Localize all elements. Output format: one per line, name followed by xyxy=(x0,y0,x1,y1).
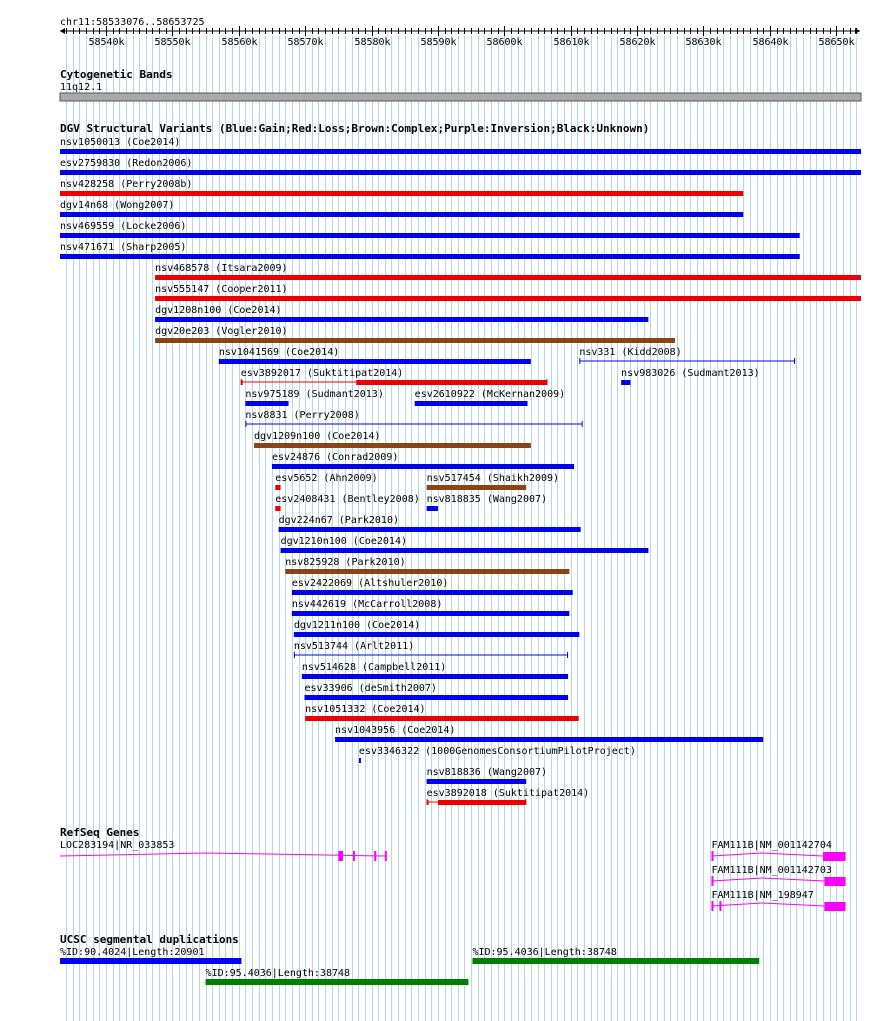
dgv-track-title: DGV Structural Variants (Blue:Gain;Red:Loss;Brown:Complex;Purple:Inversion;Black:Unknown) xyxy=(60,122,650,135)
dgv-variant[interactable] xyxy=(285,557,569,574)
dgv-variant-label: dgv1209n100 (Coe2014) xyxy=(254,431,381,442)
cytoband-track[interactable] xyxy=(60,68,861,101)
segdup-track[interactable] xyxy=(60,933,759,985)
dgv-variant[interactable] xyxy=(292,578,573,595)
dgv-variant-label: nsv469559 (Locke2006) xyxy=(60,221,187,232)
refseq-exon xyxy=(719,901,721,911)
dgv-variant-label: dgv1210n100 (Coe2014) xyxy=(280,536,408,547)
dgv-variant-bar xyxy=(281,548,649,553)
ruler-right-arrow-icon xyxy=(855,28,860,34)
refseq-track[interactable] xyxy=(60,826,846,911)
dgv-variant-label: esv2408431 (Bentley2008) xyxy=(275,494,420,505)
dgv-variant-bar xyxy=(359,758,361,763)
refseq-gene-label: LOC283194|NR_033853 xyxy=(60,840,175,851)
dgv-variant[interactable] xyxy=(60,242,800,259)
segdup-label: %ID:95.4036|Length:38748 xyxy=(472,947,617,958)
dgv-variant[interactable] xyxy=(304,683,568,700)
dgv-variant-label: dgv1211n100 (Coe2014) xyxy=(293,620,421,631)
refseq-gene[interactable] xyxy=(60,840,387,861)
dgv-variant[interactable] xyxy=(241,368,548,385)
ruler-tick-label: 58620k xyxy=(619,37,656,48)
dgv-variant-bar xyxy=(294,632,579,637)
segdup-track-title: UCSC segmental duplications xyxy=(60,933,239,946)
dgv-variant-label: esv2610922 (McKernan2009) xyxy=(414,389,566,400)
dgv-variant[interactable] xyxy=(155,305,648,322)
dgv-variant-label: esv5652 (Ahn2009) xyxy=(275,473,378,484)
dgv-variant-label: esv3346322 (1000GenomesConsortiumPilotProject) xyxy=(358,746,636,757)
refseq-gene[interactable] xyxy=(711,840,845,861)
dgv-variant[interactable] xyxy=(305,704,579,721)
dgv-variant-bar xyxy=(60,149,861,154)
dgv-variant[interactable] xyxy=(60,158,861,175)
segdup-feature[interactable] xyxy=(472,947,759,964)
ruler-tick-label: 58570k xyxy=(287,37,324,48)
dgv-variant-label: nsv555147 (Cooper2011) xyxy=(155,284,288,295)
refseq-gene-label: FAM111B|NM_198947 xyxy=(711,890,814,901)
segdup-feature[interactable] xyxy=(206,968,469,985)
refseq-intron-line xyxy=(711,903,824,906)
dgv-variant-segment xyxy=(438,800,526,805)
dgv-variant[interactable] xyxy=(155,284,861,301)
dgv-variant[interactable] xyxy=(155,326,675,343)
dgv-variant-bar xyxy=(60,212,743,217)
dgv-track[interactable] xyxy=(60,122,861,805)
dgv-variant[interactable] xyxy=(427,494,547,511)
dgv-variant-label: esv3892018 (Suktitipat2014) xyxy=(426,788,590,799)
dgv-variant[interactable] xyxy=(155,263,861,280)
dgv-variant-segment xyxy=(356,380,547,385)
ruler-tick-label: 58640k xyxy=(752,37,789,48)
dgv-variant-label: nsv1050013 (Coe2014) xyxy=(60,137,181,148)
dgv-variant-segment xyxy=(241,380,243,385)
dgv-variant-bar xyxy=(60,233,800,238)
cytoband-track-title: Cytogenetic Bands xyxy=(60,68,173,81)
dgv-variant-bar xyxy=(219,359,531,364)
dgv-variant[interactable] xyxy=(427,767,547,784)
dgv-variant-bar xyxy=(60,254,800,259)
dgv-variant-bar xyxy=(305,716,579,721)
dgv-variant-bar xyxy=(275,506,280,511)
dgv-variant-bar xyxy=(254,443,531,448)
dgv-variant-bar xyxy=(245,401,288,406)
ruler-tick-label: 58540k xyxy=(88,37,125,48)
segdup-label: %ID:95.4036|Length:38748 xyxy=(205,968,351,979)
ruler-tick-label: 58610k xyxy=(553,37,590,48)
ruler-tick-label: 58630k xyxy=(685,37,722,48)
refseq-gene-label: FAM111B|NM_001142704 xyxy=(711,840,832,851)
ruler-tick-label: 58560k xyxy=(221,37,258,48)
dgv-variant-label: nsv468578 (Itsara2009) xyxy=(155,263,288,274)
dgv-variant-bar xyxy=(60,191,743,196)
dgv-variant-label: nsv1051332 (Coe2014) xyxy=(305,704,426,715)
dgv-features xyxy=(60,137,861,805)
dgv-variant-label: nsv8831 (Perry2008) xyxy=(245,410,360,421)
dgv-variant[interactable] xyxy=(60,221,800,238)
refseq-exon xyxy=(374,851,376,861)
refseq-exon xyxy=(711,876,713,886)
segdup-label: %ID:90.4024|Length:20901 xyxy=(60,947,205,958)
refseq-exon xyxy=(353,851,355,861)
refseq-intron-line xyxy=(711,878,824,881)
dgv-variant[interactable] xyxy=(60,179,743,196)
dgv-variant-bar xyxy=(292,611,570,616)
dgv-variant[interactable] xyxy=(292,599,570,616)
segdup-features xyxy=(60,947,759,985)
dgv-variant[interactable] xyxy=(294,641,568,658)
dgv-variant-label: nsv1043956 (Coe2014) xyxy=(335,725,456,736)
dgv-variant-bar xyxy=(155,317,648,322)
dgv-variant-segment xyxy=(427,800,429,805)
segdup-feature[interactable] xyxy=(60,947,241,964)
refseq-exon xyxy=(711,901,713,911)
dgv-variant-label: dgv14n68 (Wong2007) xyxy=(60,200,175,211)
dgv-variant-label: nsv442619 (McCarroll2008) xyxy=(291,599,443,610)
ruler-tick-label: 58550k xyxy=(154,37,191,48)
dgv-variant-label: esv33906 (deSmith2007) xyxy=(304,683,437,694)
dgv-variant-label: dgv224n67 (Park2010) xyxy=(278,515,400,526)
refseq-features xyxy=(60,840,846,911)
dgv-variant-bar xyxy=(335,737,763,742)
dgv-variant-bar xyxy=(292,590,573,595)
refseq-track-title: RefSeq Genes xyxy=(60,826,140,839)
dgv-variant-label: nsv818836 (Wang2007) xyxy=(426,767,548,778)
dgv-variant[interactable] xyxy=(245,410,582,427)
refseq-exon xyxy=(338,851,343,861)
dgv-variant-label: nsv513744 (Arlt2011) xyxy=(293,641,415,652)
ruler-tick-label: 58650k xyxy=(818,37,855,48)
refseq-exon xyxy=(823,852,846,861)
refseq-gene-label: FAM111B|NM_001142703 xyxy=(711,865,832,876)
dgv-variant[interactable] xyxy=(335,725,763,742)
refseq-gene[interactable] xyxy=(711,865,845,886)
segdup-bar xyxy=(206,979,469,985)
dgv-variant-bar xyxy=(272,464,574,469)
dgv-variant[interactable] xyxy=(275,473,377,490)
dgv-variant-label: nsv471671 (Sharp2005) xyxy=(60,242,187,253)
dgv-variant-label: nsv825928 (Park2010) xyxy=(285,557,406,568)
dgv-variant[interactable] xyxy=(245,389,383,406)
dgv-variant-label: nsv428258 (Perry2008b) xyxy=(60,179,193,190)
dgv-variant-bar xyxy=(302,674,568,679)
dgv-variant-bar xyxy=(155,338,675,343)
dgv-variant-bar xyxy=(427,779,527,784)
refseq-exon xyxy=(824,877,845,886)
refseq-exon xyxy=(385,851,387,861)
cytoband-label: 11q12.1 xyxy=(60,82,103,93)
ruler-tick-label: 58590k xyxy=(420,37,457,48)
ruler-tick-label: 58580k xyxy=(354,37,391,48)
dgv-variant[interactable] xyxy=(427,473,559,490)
dgv-variant[interactable] xyxy=(294,620,579,637)
dgv-variant-label: nsv1041569 (Coe2014) xyxy=(218,347,340,358)
segdup-bar xyxy=(60,958,241,964)
dgv-variant-bar xyxy=(155,296,861,301)
position-label: chr11:58533076..58653725 xyxy=(60,17,205,28)
dgv-variant-bar xyxy=(621,380,630,385)
dgv-variant[interactable] xyxy=(60,200,743,217)
dgv-variant[interactable] xyxy=(579,347,795,364)
dgv-variant-label: dgv20e203 (Vogler2010) xyxy=(155,326,288,337)
ruler-tick-label: 58600k xyxy=(486,37,523,48)
dgv-variant-bar xyxy=(415,401,528,406)
refseq-intron-line xyxy=(60,853,385,856)
dgv-variant[interactable] xyxy=(359,746,636,763)
dgv-variant[interactable] xyxy=(302,662,568,679)
dgv-variant[interactable] xyxy=(272,452,574,469)
dgv-variant-bar xyxy=(427,506,438,511)
dgv-variant-label: esv2759830 (Redon2006) xyxy=(60,158,193,169)
refseq-intron-line xyxy=(711,853,823,856)
dgv-variant[interactable] xyxy=(279,515,581,532)
ruler-left-arrow-icon xyxy=(60,28,65,34)
dgv-variant-bar xyxy=(155,275,861,280)
dgv-variant-label: esv24876 (Conrad2009) xyxy=(271,452,399,463)
dgv-variant-label: esv3892017 (Suktitipat2014) xyxy=(240,368,404,379)
dgv-variant-label: nsv975189 (Sudmant2013) xyxy=(245,389,384,400)
ruler-track[interactable] xyxy=(60,17,860,48)
dgv-variant-label: nsv517454 (Shaikh2009) xyxy=(426,473,560,484)
dgv-variant[interactable] xyxy=(254,431,531,448)
dgv-variant-label: nsv818835 (Wang2007) xyxy=(426,494,548,505)
dgv-variant-bar xyxy=(285,569,569,574)
dgv-variant-label: esv2422069 (Altshuler2010) xyxy=(291,578,449,589)
segdup-bar xyxy=(472,958,759,964)
refseq-exon xyxy=(824,902,845,911)
dgv-variant-bar xyxy=(275,485,280,490)
dgv-variant-label: nsv331 (Kidd2008) xyxy=(579,347,682,358)
dgv-variant-label: nsv514628 (Campbell2011) xyxy=(301,662,447,673)
dgv-variant-bar xyxy=(279,527,581,532)
dgv-variant-bar xyxy=(427,485,527,490)
cytoband-bar[interactable] xyxy=(60,93,861,101)
dgv-variant-label: dgv1208n100 (Coe2014) xyxy=(155,305,282,316)
dgv-variant[interactable] xyxy=(415,389,566,406)
refseq-gene[interactable] xyxy=(711,890,845,911)
dgv-variant-label: nsv983026 (Sudmant2013) xyxy=(621,368,760,379)
dgv-variant[interactable] xyxy=(60,137,861,154)
dgv-variant-bar xyxy=(304,695,568,700)
refseq-exon xyxy=(711,851,713,861)
dgv-variant-bar xyxy=(60,170,861,175)
